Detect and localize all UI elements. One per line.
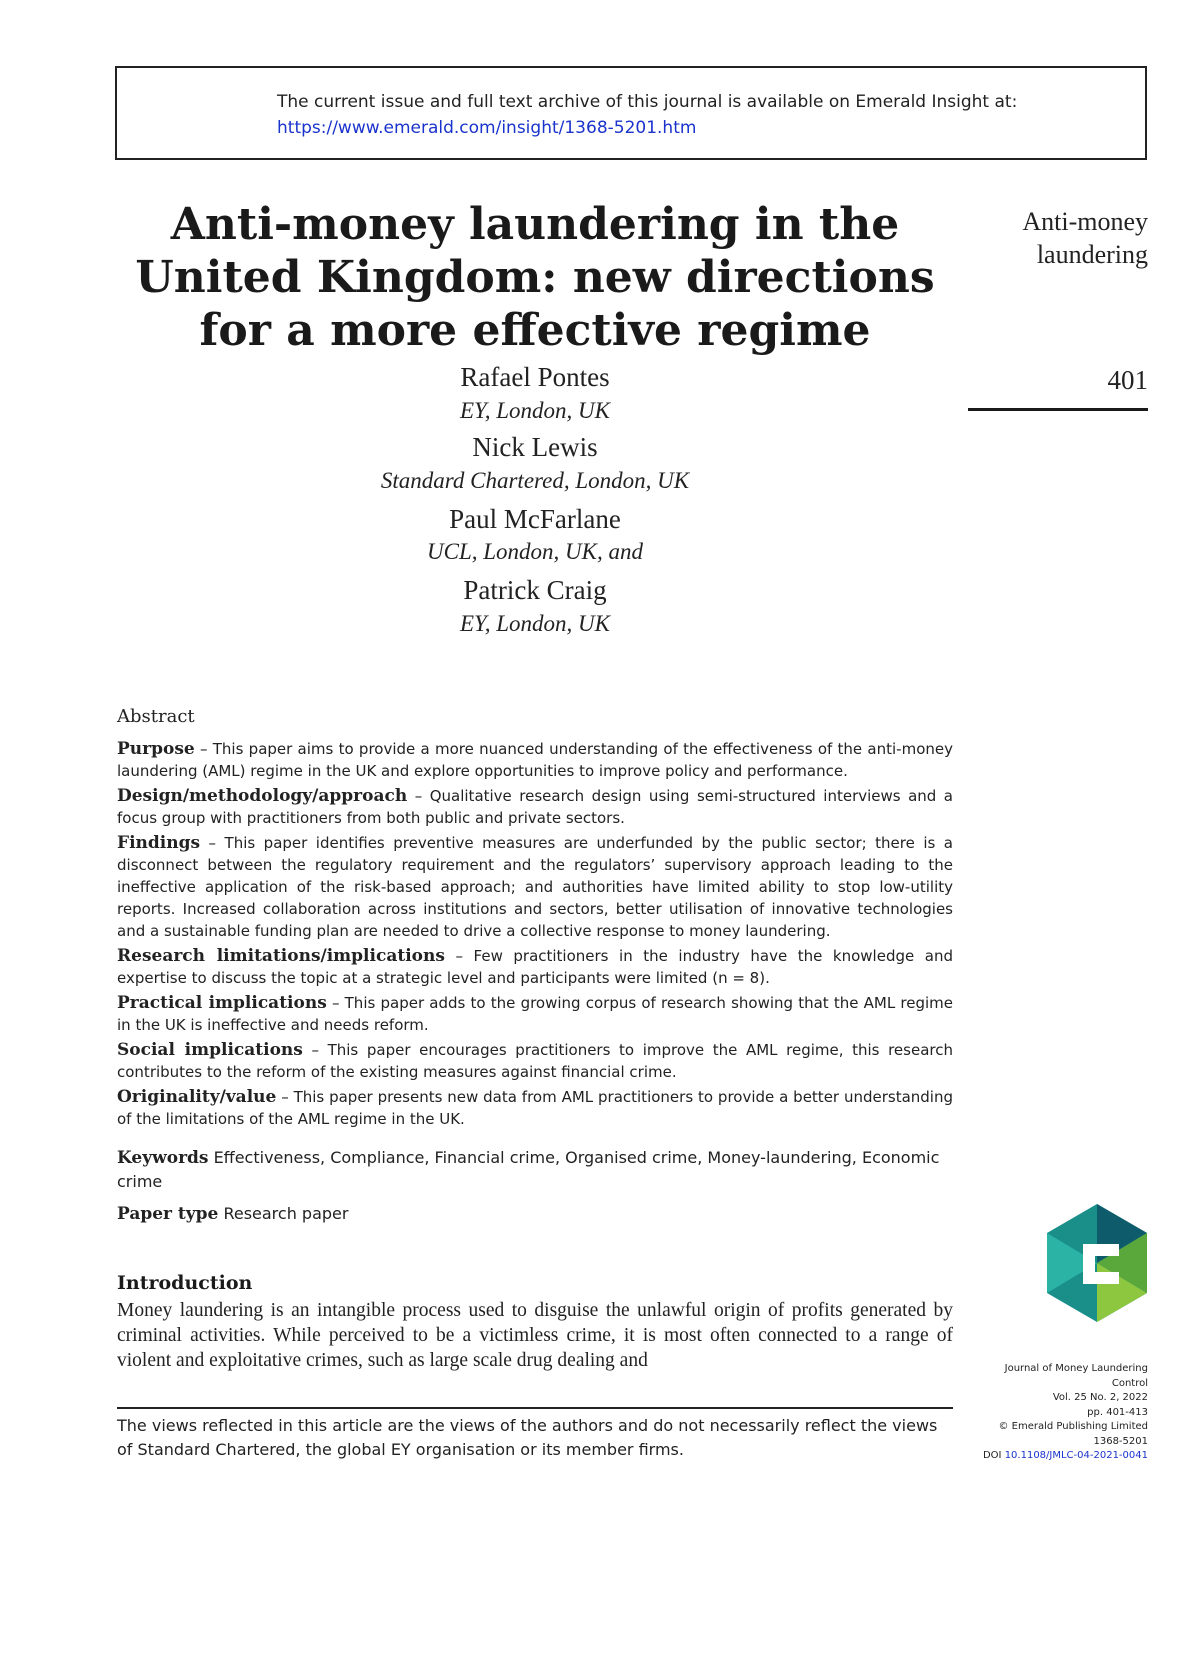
article-title: [115, 198, 955, 357]
abstract-label: Purpose: [117, 739, 195, 759]
running-head: [1022, 205, 1148, 271]
abstract-label: Research limitations/implications: [117, 946, 445, 966]
doi-label: DOI: [982, 1450, 1002, 1461]
journal-doi: [948, 1449, 1148, 1464]
journal-name-cont: Control: [1111, 1377, 1148, 1389]
journal-volume: Vol. 25 No. 2, 2022: [1052, 1392, 1148, 1403]
journal-citation-info: [948, 1362, 1148, 1464]
abstract-limitations: [117, 945, 953, 989]
abstract-social: [117, 1039, 953, 1083]
footnote: The views reflected in this article are the views of the authors and do not necessarily reflect the views of Standard Chartered, the global EY organisation or its member firms.: [117, 1416, 938, 1459]
abstract-text: – This paper encourages practitioners to improve the AML regime, this research contributes to the reform of the existing measures against financial crime.: [117, 1041, 953, 1081]
margin-divider: [968, 408, 1148, 411]
footnote-divider: [117, 1407, 953, 1409]
keywords-label: Keywords: [117, 1148, 209, 1168]
author-affiliation-3: UCL, London, UK, and: [427, 539, 643, 564]
title-line-1: Anti-money laundering in the: [170, 199, 900, 250]
abstract-label: Findings: [117, 833, 201, 853]
abstract-label: Originality/value: [117, 1087, 277, 1107]
author-name-2: Nick Lewis: [472, 432, 598, 462]
abstract-label: Social implications: [117, 1040, 303, 1060]
paper-type-text: Research paper: [218, 1204, 349, 1223]
author-name-3: Paul McFarlane: [449, 504, 621, 534]
journal-url-link[interactable]: https://www.emerald.com/insight/1368-5201.htm: [277, 118, 697, 138]
paper-type-label: Paper type: [117, 1204, 219, 1224]
author-name-4: Patrick Craig: [463, 575, 607, 605]
journal-copyright: © Emerald Publishing Limited: [998, 1421, 1148, 1432]
abstract-text: – Few practitioners in the industry have the knowledge and expertise to discuss the topic at a strategic level and participants were limited (n = 8).: [117, 947, 953, 987]
page-number: 401: [1107, 365, 1148, 395]
introduction-heading: Introduction: [117, 1272, 253, 1294]
banner-text: The current issue and full text archive of this journal is available on Emerald Insight at:: [277, 92, 1018, 112]
abstract-text: – This paper aims to provide a more nuanced understanding of the effectiveness of the anti-money laundering (AML) regime in the UK and explore opportunities to improve policy and performance.: [117, 740, 953, 780]
journal-name: Journal of Money Laundering: [1004, 1363, 1148, 1374]
author-affiliation-4: EY, London, UK: [460, 611, 610, 636]
emerald-logo-icon: [1047, 1204, 1147, 1322]
title-line-3: for a more effective regime: [199, 305, 871, 356]
author-affiliation-2: Standard Chartered, London, UK: [380, 468, 690, 493]
abstract-practical: [117, 992, 953, 1036]
abstract-label: Practical implications: [117, 993, 327, 1013]
journal-pages: pp. 401-413: [1087, 1406, 1148, 1418]
abstract-design: [117, 785, 953, 829]
keywords-text: Effectiveness, Compliance, Financial crime, Organised crime, Money-laundering, Economic crime: [117, 1148, 940, 1191]
abstract-text: – This paper presents new data from AML practitioners to provide a better understanding of the limitations of the AML regime in the UK.: [117, 1088, 953, 1128]
abstract-text: – Qualitative research design using semi-structured interviews and a focus group with practitioners from both public and private sectors.: [117, 787, 953, 827]
keywords: [117, 1146, 953, 1194]
abstract-originality: [117, 1086, 953, 1130]
author-name-1: Rafael Pontes: [460, 362, 610, 392]
doi-link[interactable]: 10.1108/JMLC-04-2021-0041: [1004, 1450, 1148, 1461]
abstract-findings: [117, 832, 953, 942]
abstract-heading: Abstract: [117, 706, 195, 727]
journal-issn: 1368-5201: [1093, 1435, 1148, 1447]
abstract-label: Design/methodology/approach: [117, 786, 408, 806]
journal-availability-banner: [115, 66, 1147, 160]
introduction-text: Money laundering is an intangible process used to disguise the unlawful origin of profits generated by criminal activities. While perceived to be a victimless crime, it is most often connected to a range of violent and exploitative crimes, such as large scale drug dealing and: [117, 1300, 953, 1371]
abstract-text: – This paper identifies preventive measures are underfunded by the public sector; there is a disconnect between the regulatory requirement and the regulators’ supervisory approach leading to the ineffective application of the risk-based approach; and authorities have limited ability to stop low-utility reports. Increased collaboration across institutions and sectors, better utilisation of innovative technologies and a sustainable funding plan are needed to drive a collective response to money laundering.: [117, 834, 953, 940]
running-head-line-2: laundering: [1036, 240, 1148, 269]
author-affiliation-1: EY, London, UK: [460, 398, 610, 423]
abstract-purpose: [117, 738, 953, 782]
paper-type: [117, 1204, 953, 1224]
title-line-2: United Kingdom: new directions: [135, 252, 935, 303]
abstract-body: [117, 738, 953, 1133]
abstract-text: – This paper adds to the growing corpus of research showing that the AML regime in the UK is ineffective and needs reform.: [117, 994, 954, 1034]
running-head-line-1: Anti-money: [1022, 207, 1148, 236]
